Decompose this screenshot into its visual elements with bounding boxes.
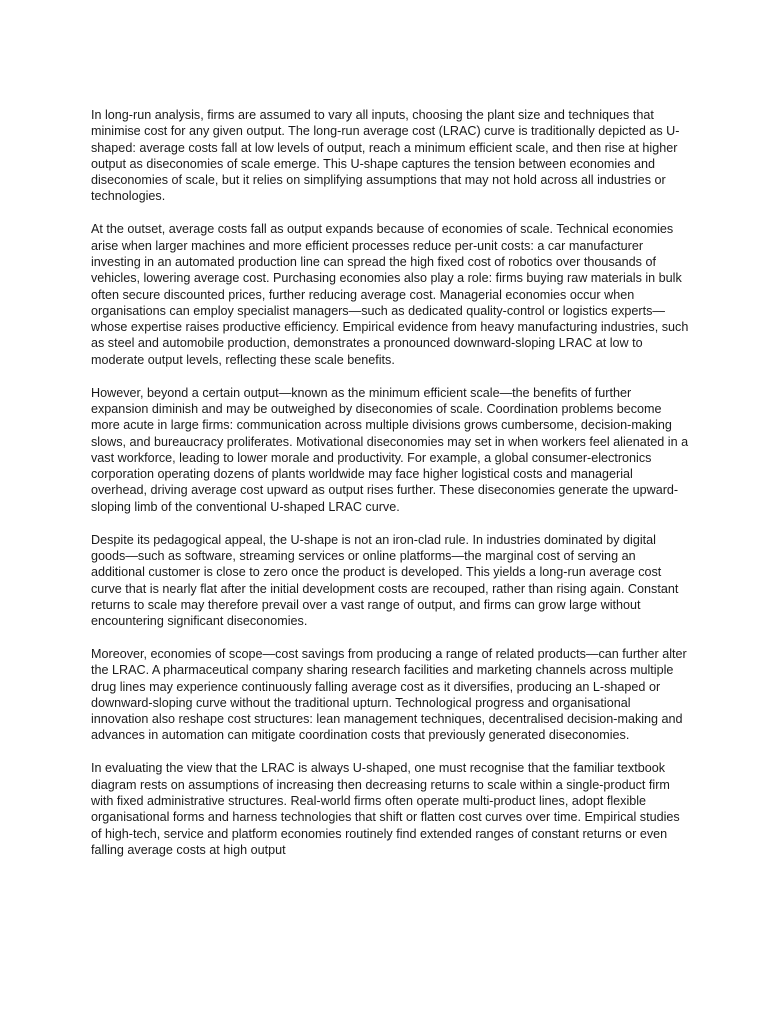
paragraph-economies-of-scale: At the outset, average costs fall as output expands because of economies of scale. Technical economies arise when larger machines and more efficient processes reduce per-unit costs: a car manufacturer investing in an automated production line can spread the high fixed cost of robotics over thousands of vehicles, lowering average cost. Purchasing economies also play a role: firms buying raw materials in bulk often secure discounted prices, further reducing average cost. Managerial economies occur when organisations can employ specialist managers—such as dedicated quality-control or logistics experts—whose expertise raises productive efficiency. Empirical evidence from heavy manufacturing industries, such as steel and automobile production, demonstrates a pronounced downward-sloping LRAC at low to moderate output levels, reflecting these scale benefits. [91, 222, 689, 367]
paragraph-diseconomies-of-scale: However, beyond a certain output—known as the minimum efficient scale—the benefits of further expansion diminish and may be outweighed by diseconomies of scale. Coordination problems become more acute in large firms: communication across multiple divisions grows cumbersome, decision-making slows, and bureaucracy proliferates. Motivational diseconomies may set in when workers feel alienated in a vast workforce, leading to lower morale and productivity. For example, a global consumer-electronics corporation operating dozens of plants worldwide may face higher logistical costs and managerial overhead, driving average cost upward as output rises further. These diseconomies generate the upward-sloping limb of the conventional U-shaped LRAC curve. [91, 385, 689, 514]
paragraph-digital-goods: Despite its pedagogical appeal, the U-shape is not an iron-clad rule. In industries dominated by digital goods—such as software, streaming services or online platforms—the marginal cost of serving an additional customer is close to zero once the product is developed. This yields a long-run average cost curve that is nearly flat after the initial development costs are recouped, rather than rising again. Constant returns to scale may therefore prevail over a vast range of output, and firms can grow large without encountering significant diseconomies. [91, 532, 679, 629]
document-body [91, 107, 691, 875]
paragraph-economies-of-scope: Moreover, economies of scope—cost savings from producing a range of related products—can further alter the LRAC. A pharmaceutical company sharing research facilities and marketing channels across multiple drug lines may experience continuously falling average cost as it diversifies, producing an L-shaped or downward-sloping curve without the traditional upturn. Technological progress and organisational innovation also reshape cost structures: lean management techniques, decentralised decision-making and advances in automation can mitigate coordination costs that previously generated diseconomies. [91, 646, 687, 743]
paragraph-intro: In long-run analysis, firms are assumed to vary all inputs, choosing the plant size and techniques that minimise cost for any given output. The long-run average cost (LRAC) curve is traditionally depicted as U-shaped: average costs fall at low levels of output, reach a minimum efficient scale, and then rise at higher output as diseconomies of scale emerge. This U-shape captures the tension between economies and diseconomies of scale, but it relies on simplifying assumptions that may not hold across all industries or technologies. [91, 108, 680, 204]
paragraph-evaluation: In evaluating the view that the LRAC is always U-shaped, one must recognise that the familiar textbook diagram rests on assumptions of increasing then decreasing returns to scale within a single-product firm with fixed administrative structures. Real-world firms often operate multi-product lines, adopt flexible organisational forms and harness technologies that shift or flatten cost curves over time. Empirical studies of high-tech, service and platform economies routinely find extended ranges of constant returns or even falling average costs at high output [91, 761, 680, 857]
